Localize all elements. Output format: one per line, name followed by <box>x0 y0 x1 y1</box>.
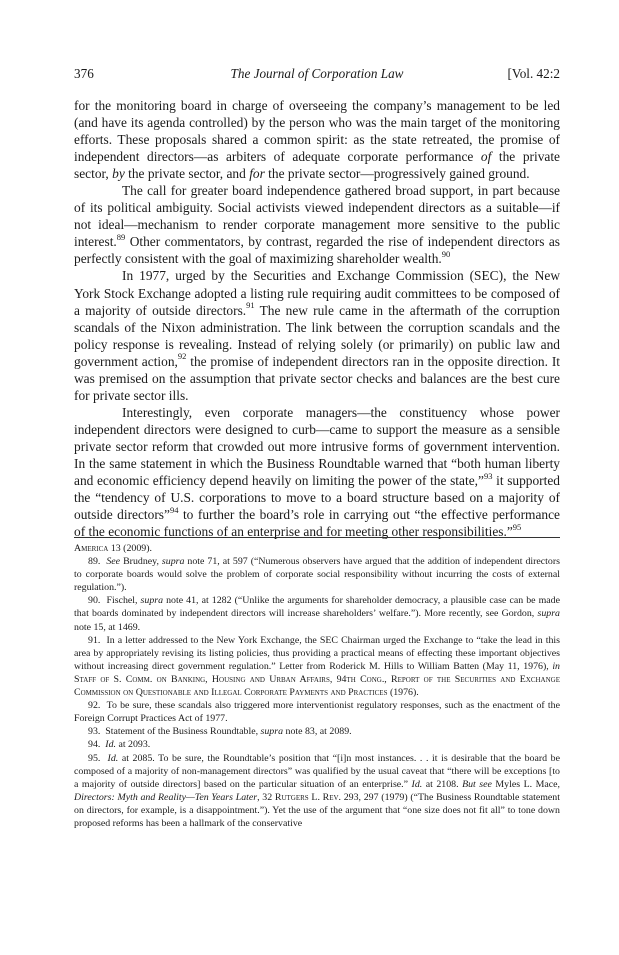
text-span: the private sector, <box>74 149 560 182</box>
footnote-89 <box>74 555 560 594</box>
text-span: The call for greater board independence gathered broad support, in part because of its political ambiguity. Social activists viewed independent directors as a suitable—if not ideal—mechanism to render corporate management more sensitive to the public interest. <box>74 183 560 250</box>
text-span: for the monitoring board in charge of overseeing the company’s management to be led (and have its agenda controlled) by the person who was the main target of the monitoring efforts. These proposals shared a common spirit: as the state retreated, the promise of independent directors—as arbiters of adequate corporate performance <box>74 98 560 165</box>
footnotes <box>74 542 560 830</box>
smallcaps-span: America <box>74 543 109 554</box>
footnote-ref-93[interactable]: 93 <box>483 470 493 481</box>
text-span: (1976). <box>387 687 419 699</box>
text-span: Brudney, <box>120 556 162 568</box>
text-span: at 2093. <box>115 739 151 751</box>
journal-title: The Journal of Corporation Law <box>230 66 404 81</box>
text-span: Interestingly, even corporate managers—the constituency whose power independent directors were designed to curb—came to support the measure as a sensible private sector reform that crowded out more intrusive forms of government intervention. In the same statement in which the Business Roundtable warned that “both human liberty and economic efficiency depend heavily on limiting the power of the state,” <box>74 404 560 489</box>
smallcaps-span: Rutgers L. Rev. <box>274 791 342 803</box>
footnote-91 <box>74 634 560 699</box>
text-span: In a letter addressed to the New York Exchange, the SEC Chairman urged the Exchange to “take the lead in this area by appropriately revising its listing policies, thus providing a practical means of effecting these important objectives without increasing direct government regulation.” Letter from Roderick M. Hills to William Batten (May 11, 1976), <box>74 634 560 672</box>
italic-span: in <box>552 660 560 672</box>
text-span: at 2108. <box>422 778 463 790</box>
footnote-ref-92[interactable]: 92 <box>177 351 187 362</box>
italic-span: But see <box>462 778 492 790</box>
text-span: the private sector, and <box>124 166 250 182</box>
italic-span: for <box>249 166 265 182</box>
footnote-number: 92. <box>88 700 101 712</box>
italic-span: supra <box>260 726 284 738</box>
footnote-continuation <box>74 542 560 555</box>
text-span: To be sure, these scandals also triggered more interventionist regulatory responses, such as the enactment of the Foreign Corrupt Practices Act of 1977. <box>74 700 560 725</box>
footnote-90 <box>74 594 560 633</box>
paragraph-1 <box>74 97 560 182</box>
paragraph-4 <box>74 404 560 540</box>
text-span: Other commentators, by contrast, regarded the rise of independent directors as perfectly consistent with the goal of maximizing shareholder wealth. <box>74 234 560 267</box>
text-span: the promise of independent directors ran in the opposite direction. It was premised on the assumption that private sector checks and balances are the best cure for private sector ills. <box>74 353 560 403</box>
italic-span: supra <box>161 556 185 568</box>
text-span: Fischel, <box>106 595 141 607</box>
footnote-ref-95[interactable]: 95 <box>512 521 522 532</box>
italic-span: of <box>480 149 492 165</box>
footnote-95 <box>74 752 560 831</box>
italic-span: Directors: Myth and Reality—Ten Years Later <box>74 791 258 803</box>
footnote-94 <box>74 738 560 751</box>
italic-span: See <box>106 556 121 568</box>
footnote-ref-90[interactable]: 90 <box>441 248 451 259</box>
footnote-number: 90. <box>88 595 101 607</box>
footnote-ref-94[interactable]: 94 <box>169 504 179 515</box>
footnote-number: 91. <box>88 634 101 646</box>
italic-span: supra <box>537 608 560 620</box>
footnote-number: 89. <box>88 556 101 568</box>
paragraph-3 <box>74 267 560 403</box>
text-span: note 41, at 1282 (“Unlike the arguments for shareholder democracy, a plausible case can be made that boards dominated by independent directors will increase shareholders’ welfare.”). More recently, see Gordon, <box>74 595 561 620</box>
italic-span: supra <box>140 595 164 607</box>
text-span: , 32 <box>257 791 275 803</box>
italic-span: Id. <box>105 739 116 751</box>
main-text <box>74 97 560 540</box>
footnote-number: 95. <box>88 752 101 764</box>
text-span: note 71, at 597 (“Numerous observers have argued that the addition of independent directors to corporate boards would solve the problem of corporate social responsibility without incurring the costs of external regulation.”). <box>74 556 560 594</box>
footnote-ref-91[interactable]: 91 <box>246 300 255 311</box>
italic-span: Id. <box>107 752 119 764</box>
italic-span: by <box>112 166 125 182</box>
text-span: it supported the “tendency of U.S. corporations to move to a board structure based on a majority of outside directors” <box>74 473 560 523</box>
text-span: 293, 297 (1979) (“The Business Roundtable statement on directors, for example, is a disappointment.”). Yet the use of the argument that “one size does not fit all” to tone down proposed reforms has been a hallmark of the conservative <box>74 791 560 829</box>
text-span: The new rule came in the aftermath of the corruption scandals of the Nixon administration. The link between the corruption scandals and the policy response is revealing. Instead of relying solely (or primarily) on public law and government action, <box>74 302 560 369</box>
text-span: at 2085. To be sure, the Roundtable’s position that “[i]n most instances. . . it is desirable that the board be composed of a majority of non-management directors” was qualified by the usual caveat that “there will be exceptions [to a majority of outside directors] based on the particular situation of an enterprise.” <box>74 752 560 790</box>
text-span: Myles L. Mace, <box>491 778 560 790</box>
footnote-ref-89[interactable]: 89 <box>116 231 126 242</box>
footnote-92 <box>74 699 560 725</box>
text-span: to further the board’s role in carrying out “the effective performance of the economic functions of an enterprise and for meeting other responsibilities.” <box>74 507 560 540</box>
text-span: 13 (2009). <box>108 543 152 554</box>
text-span: Statement of the Business Roundtable, <box>105 726 261 738</box>
footnote-divider <box>74 537 560 538</box>
text-span: In 1977, urged by the Securities and Exchange Commission (SEC), the New York Stock Exchange adopted a listing rule requiring audit committees to be composed of a majority of outside directors. <box>74 268 560 318</box>
footnote-number: 94. <box>88 739 101 751</box>
footnote-number: 93. <box>88 726 101 738</box>
volume-label: [Vol. 42:2 <box>507 66 560 81</box>
footnote-93 <box>74 725 560 738</box>
italic-span: Id. <box>411 778 423 790</box>
smallcaps-span: Staff of S. Comm. on Banking, Housing and Urban Affairs, 94th Cong., Report of the Securities and Exchange Commission on Questionable and Illegal Corporate Payments and Practices <box>74 673 560 699</box>
text-span: the private sector—progressively gained ground. <box>264 166 530 182</box>
running-header <box>74 66 560 82</box>
page-number: 376 <box>74 66 94 81</box>
text-span: note 15, at 1469. <box>74 621 141 633</box>
text-span: note 83, at 2089. <box>283 726 352 738</box>
paragraph-2 <box>74 182 560 267</box>
